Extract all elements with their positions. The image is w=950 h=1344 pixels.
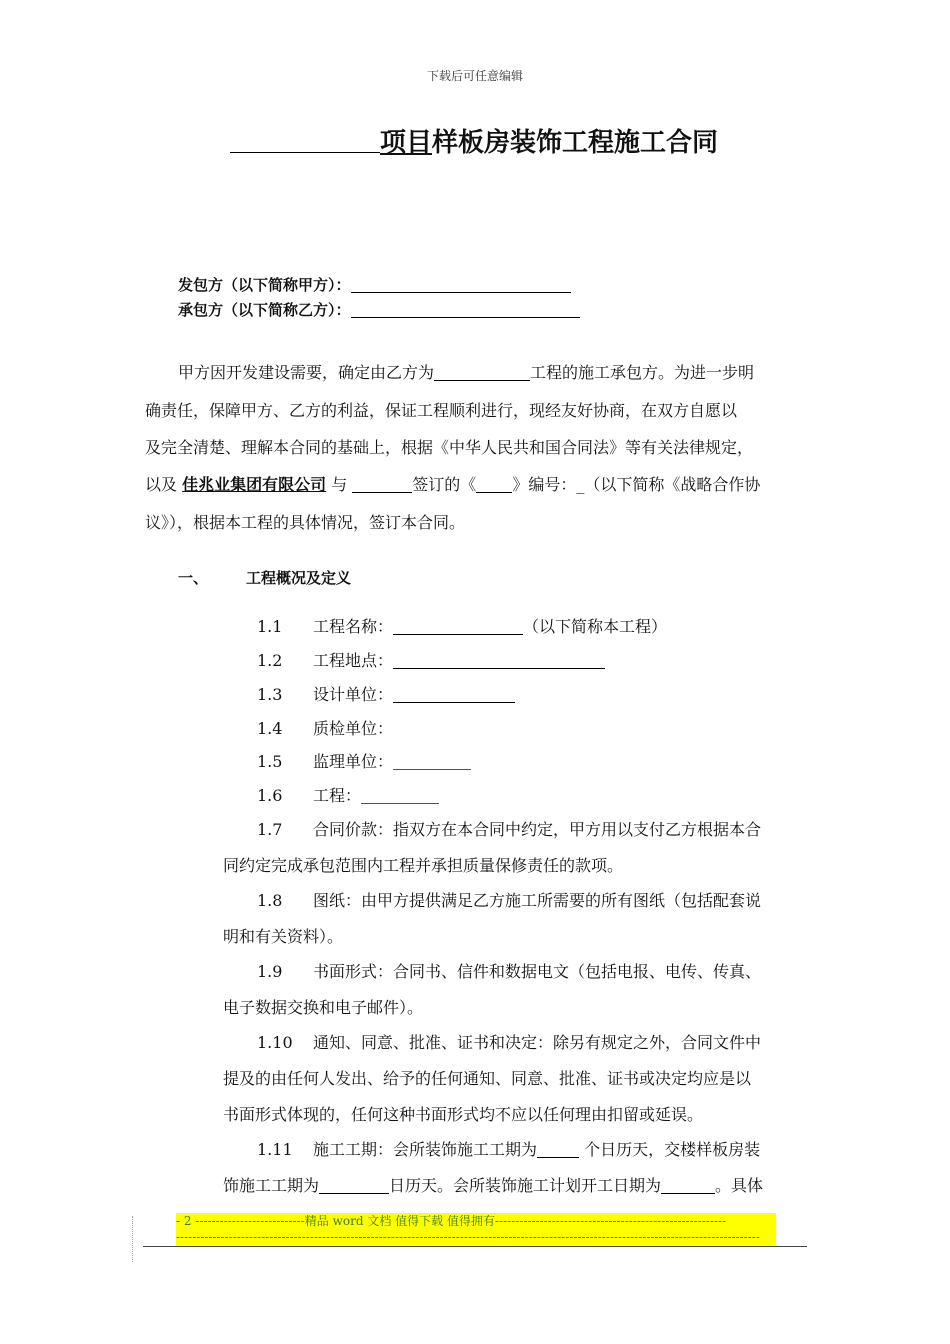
item-label: 工程名称： xyxy=(313,617,394,636)
item-1-4 xyxy=(257,716,393,739)
blank xyxy=(319,1177,389,1194)
item-1-11 xyxy=(257,1137,760,1160)
item-1-1 xyxy=(257,614,667,637)
party-b-blank xyxy=(351,301,580,318)
item-1-3 xyxy=(257,682,515,705)
party-b-line xyxy=(178,299,580,320)
party-a-label: 发包方（以下简称甲方）： xyxy=(178,276,351,294)
item-1-2 xyxy=(257,648,605,671)
item-1-10 xyxy=(257,1030,761,1053)
blank xyxy=(361,787,439,804)
item-1-9-cont: 电子数据交换和电子邮件）。 xyxy=(223,998,424,1017)
item-label: 监理单位： xyxy=(313,752,394,771)
preamble-text: 甲方因开发建设需要，确定由乙方为 xyxy=(178,363,435,382)
item-number: 1.3 xyxy=(257,685,283,704)
party-a-blank xyxy=(351,276,571,293)
title-underlined: 项目 xyxy=(380,128,433,158)
blank xyxy=(393,753,471,770)
item-number: 1.10 xyxy=(257,1033,293,1052)
preamble-text: 工程的施工承包方。为进一步明 xyxy=(530,363,755,382)
item-1-9 xyxy=(257,959,761,982)
party-b-label: 承包方（以下简称乙方）： xyxy=(178,301,351,319)
blank xyxy=(393,652,605,669)
item-1-8 xyxy=(257,888,761,911)
party-a-line xyxy=(178,274,571,295)
preamble-text: 签订的《 xyxy=(412,475,477,494)
item-text: （以下简称本工程） xyxy=(523,617,668,636)
blank xyxy=(393,618,523,635)
item-1-8-cont: 明和有关资料）。 xyxy=(223,927,344,946)
item-text: 合同价款：指双方在本合同中约定，甲方用以支付乙方根据本合 xyxy=(313,820,762,839)
blank xyxy=(476,476,512,493)
blank xyxy=(352,476,412,493)
preamble-text: 与 xyxy=(326,475,353,494)
preamble-line-3: 及完全清楚、理解本合同的基础上，根据《中华人民共和国合同法》等有关法律规定， xyxy=(145,438,754,457)
item-number: 1.2 xyxy=(257,651,283,670)
item-text: 个日历天，交楼样板房装 xyxy=(579,1140,761,1159)
item-1-7-cont: 同约定完成承包范围内工程并承担质量保修责任的款项。 xyxy=(223,856,624,875)
section-number: 一、 xyxy=(178,569,209,587)
blank xyxy=(434,364,530,381)
preamble-line-4 xyxy=(145,472,760,495)
item-label: 工程： xyxy=(313,786,362,805)
item-label: 质检单位： xyxy=(313,719,394,738)
item-number: 1.11 xyxy=(257,1140,293,1159)
item-text: 图纸：由甲方提供满足乙方施工所需要的所有图纸（包括配套说 xyxy=(313,891,762,910)
item-number: 1.8 xyxy=(257,891,283,910)
company-name: 佳兆业集团有限公司 xyxy=(182,475,327,494)
blank xyxy=(393,686,515,703)
preamble-line-5: 议》），根据本工程的具体情况，签订本合同。 xyxy=(145,513,466,532)
item-text: 。具体 xyxy=(715,1176,764,1195)
title-blank xyxy=(230,122,380,153)
item-1-10-cont: 提及的由任何人发出、给予的任何通知、同意、批准、证书或决定均应是以 xyxy=(223,1069,752,1088)
item-number: 1.6 xyxy=(257,786,283,805)
preamble-text: 》编号：_（以下简称《战略合作协 xyxy=(512,475,761,494)
preamble-line-2: 确责任，保障甲方、乙方的利益，保证工程顺利进行，现经友好协商，在双方自愿以 xyxy=(145,401,738,420)
item-label: 工程地点： xyxy=(313,651,394,670)
item-number: 1.7 xyxy=(257,820,283,839)
item-1-7 xyxy=(257,817,761,840)
footer-line-1: - 2 ---------------------------精品 word 文档 值得下载 值得拥有--------------------------------------------------------- xyxy=(176,1213,776,1229)
item-number: 1.1 xyxy=(257,617,283,636)
item-number: 1.9 xyxy=(257,962,283,981)
blank xyxy=(537,1141,579,1158)
item-text: 日历天。会所装饰施工计划开工日期为 xyxy=(389,1176,662,1195)
preamble-line-1 xyxy=(178,360,754,383)
item-1-6 xyxy=(257,783,439,806)
title-text: 样板房装饰工程施工合同 xyxy=(432,128,719,158)
item-text: 施工工期：会所装饰施工工期为 xyxy=(313,1140,538,1159)
header-note: 下载后可任意编辑 xyxy=(426,69,523,83)
item-text: 通知、同意、批准、证书和决定：除另有规定之外，合同文件中 xyxy=(313,1033,762,1052)
blank xyxy=(661,1177,715,1194)
section-title: 工程概况及定义 xyxy=(246,569,352,587)
item-text: 饰施工工期为 xyxy=(223,1176,320,1195)
item-1-10-cont2: 书面形式体现的，任何这种书面形式均不应以任何理由扣留或延误。 xyxy=(223,1105,704,1124)
section-heading xyxy=(178,567,351,588)
footer-line-2: ------------------------------------------------------------------------------------------------------------------------------------------------ xyxy=(176,1229,776,1245)
item-number: 1.4 xyxy=(257,719,283,738)
footer-rule xyxy=(143,1246,807,1247)
preamble-text: 以及 xyxy=(145,475,183,494)
page-title xyxy=(230,122,718,159)
margin-marker xyxy=(132,1216,133,1262)
item-1-11-cont xyxy=(223,1173,763,1196)
item-1-5 xyxy=(257,749,471,772)
item-label: 设计单位： xyxy=(313,685,394,704)
item-text: 书面形式：合同书、信件和数据电文（包括电报、电传、传真、 xyxy=(313,962,762,981)
page-footer xyxy=(176,1213,776,1245)
item-number: 1.5 xyxy=(257,752,283,771)
